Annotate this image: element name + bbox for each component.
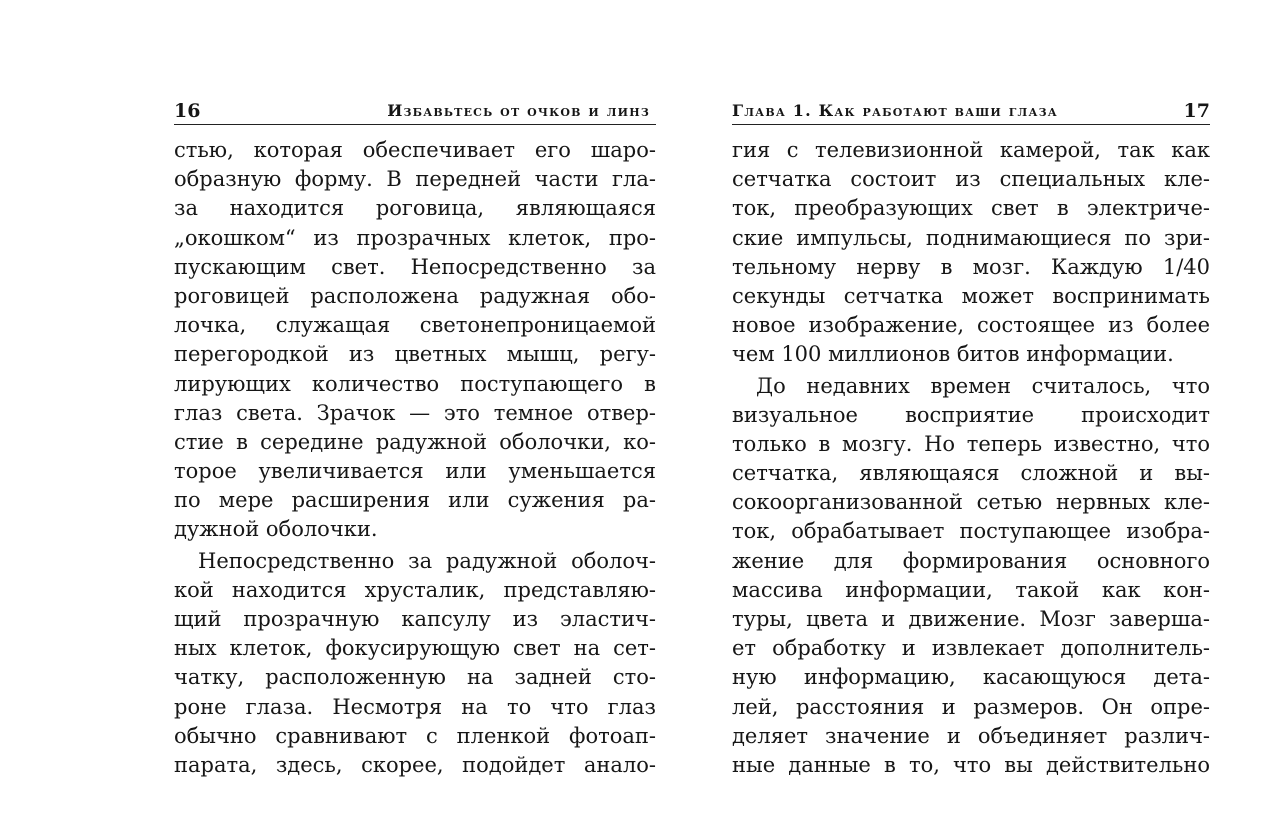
right-body-text bbox=[732, 136, 1210, 780]
text-line: парата, здесь, скорее, подойдет анало- bbox=[174, 752, 656, 777]
text-line: обычно сравнивают с пленкой фотоап- bbox=[174, 723, 656, 748]
text-line: за находится роговица, являющаяся bbox=[174, 196, 656, 221]
text-line: щий прозрачную капсулу из эластич- bbox=[174, 607, 656, 631]
text-line: ных клеток, фокусирующую свет на сет- bbox=[174, 636, 656, 661]
text-line: ток, преобразующих свет в электриче- bbox=[732, 196, 1210, 221]
text-line: роне глаза. Несмотря на то что глаз bbox=[174, 694, 656, 719]
text-line: пускающим свет. Непосредственно за bbox=[174, 254, 656, 279]
text-line: тельному нерву в мозг. Каждую 1/40 bbox=[732, 254, 1210, 279]
text-line: только в мозгу. Но теперь известно, что bbox=[732, 431, 1210, 456]
text-line: перегородкой из цветных мышц, регу- bbox=[174, 342, 656, 367]
left-running-title: Избавьтесь от очков и линз bbox=[387, 101, 650, 120]
text-line: жение для формирования основного bbox=[732, 548, 1210, 573]
text-line: туры, цвета и движение. Мозг заверша- bbox=[732, 607, 1210, 631]
text-line: стью, которая обеспечивает его шаро- bbox=[174, 138, 656, 162]
paragraph bbox=[732, 136, 1210, 370]
text-line: массива информации, такой как кон- bbox=[732, 577, 1210, 602]
text-line: глаз света. Зрачок — это темное отвер- bbox=[174, 400, 656, 425]
text-line: лирующих количество поступающего в bbox=[174, 371, 656, 396]
text-line: секунды сетчатка может воспринимать bbox=[732, 283, 1210, 308]
left-page-number: 16 bbox=[174, 100, 201, 122]
text-line: роговицей расположена радужная обо- bbox=[174, 283, 656, 308]
text-line: визуальное восприятие происходит bbox=[732, 402, 1210, 427]
text-line: кой находится хрусталик, представляю- bbox=[174, 577, 656, 602]
text-line: Непосредственно за радужной оболоч- bbox=[198, 548, 656, 573]
paragraph bbox=[174, 136, 656, 545]
text-line: До недавних времен считалось, что bbox=[756, 373, 1210, 398]
text-line: образную форму. В передней части гла- bbox=[174, 167, 656, 192]
text-line: по мере расширения или сужения ра- bbox=[174, 488, 656, 513]
text-line: сетчатка состоит из специальных кле- bbox=[732, 167, 1210, 192]
text-line: „окошком“ из прозрачных клеток, про- bbox=[174, 225, 656, 250]
text-line: ную информацию, касающуюся дета- bbox=[732, 665, 1210, 690]
paragraph bbox=[732, 372, 1210, 781]
text-line: стие в середине радужной оболочки, ко- bbox=[174, 429, 656, 454]
paragraph bbox=[174, 547, 656, 781]
text-line: чатку, расположенную на задней сто- bbox=[174, 665, 656, 690]
text-line: сокоорганизованной сетью нервных кле- bbox=[732, 490, 1210, 515]
text-line: торое увеличивается или уменьшается bbox=[174, 459, 656, 484]
text-line: лей, расстояния и размеров. Он опре- bbox=[732, 694, 1210, 719]
right-running-head bbox=[732, 98, 1210, 125]
text-line: ток, обрабатывает поступающее изобра- bbox=[732, 519, 1210, 544]
left-running-head bbox=[174, 98, 656, 125]
right-running-title: Глава 1. Как работают ваши глаза bbox=[732, 101, 1058, 120]
text-line: сетчатка, являющаяся сложной и вы- bbox=[732, 461, 1210, 486]
text-line: ские импульсы, поднимающиеся по зри- bbox=[732, 225, 1210, 250]
right-page-number: 17 bbox=[1183, 100, 1210, 122]
text-line: чем 100 миллионов битов информации. bbox=[732, 342, 1174, 367]
text-line: деляет значение и объединяет различ- bbox=[732, 723, 1210, 748]
text-line: новое изображение, состоящее из более bbox=[732, 313, 1210, 338]
text-line: ные данные в то, что вы действительно bbox=[732, 752, 1210, 777]
text-line: лочка, служащая светонепроницаемой bbox=[174, 313, 656, 338]
text-line: гия с телевизионной камерой, так как bbox=[732, 138, 1210, 162]
text-line: дужной оболочки. bbox=[174, 517, 378, 542]
left-body-text bbox=[174, 136, 656, 780]
text-line: ет обработку и извлекает дополнитель- bbox=[732, 636, 1210, 661]
